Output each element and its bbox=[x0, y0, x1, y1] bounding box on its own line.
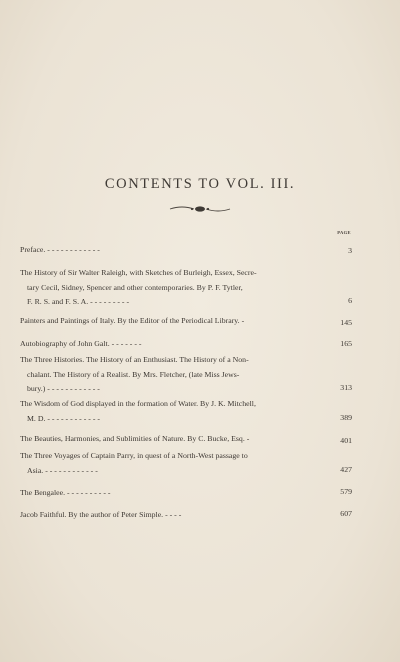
entry-line: The Beauties, Harmonies, and Sublimities of Nature. By C. Bucke, Esq. - bbox=[20, 434, 250, 443]
entry-line: Preface. - - - - - - - - - - - - bbox=[20, 245, 100, 254]
entry-page-number: 427 bbox=[340, 465, 352, 474]
toc-entry-bengalee bbox=[20, 486, 332, 501]
toc-entry-beauties-of-nature bbox=[20, 432, 332, 447]
toc-entry-captain-parry bbox=[20, 449, 332, 478]
ornament-divider bbox=[168, 204, 232, 214]
entry-page-number: 145 bbox=[340, 318, 352, 327]
entry-line: The Three Histories. The History of an Enthusiast. The History of a Non- bbox=[20, 355, 249, 364]
entry-line: The Wisdom of God displayed in the formation of Water. By J. K. Mitchell, bbox=[20, 399, 256, 408]
entry-line: tary Cecil, Sidney, Spencer and other contemporaries. By P. F. Tytler, bbox=[27, 282, 243, 292]
entry-line: chalant. The History of a Realist. By Mrs. Fletcher, (late Miss Jews- bbox=[27, 369, 240, 379]
entry-line: Jacob Faithful. By the author of Peter Simple. - - - - bbox=[20, 510, 182, 519]
entry-line: Painters and Paintings of Italy. By the Editor of the Periodical Library. - bbox=[20, 316, 245, 325]
entry-line: The Three Voyages of Captain Parry, in quest of a North-West passage to bbox=[20, 451, 248, 460]
toc-entry-raleigh bbox=[20, 266, 332, 310]
entry-page-number: 313 bbox=[340, 383, 352, 392]
entry-line: M. D. - - - - - - - - - - - - bbox=[27, 413, 100, 423]
page-title: CONTENTS TO VOL. III. bbox=[104, 176, 296, 192]
entry-page-number: 579 bbox=[340, 487, 352, 496]
entry-line: F. R. S. and F. S. A. - - - - - - - - - bbox=[27, 297, 130, 307]
toc-entry-preface bbox=[20, 243, 332, 258]
toc-entry-wisdom-of-god bbox=[20, 397, 332, 426]
toc-entry-galt bbox=[20, 337, 332, 352]
toc-entry-painters bbox=[20, 314, 332, 329]
toc-entry-jacob-faithful bbox=[20, 508, 332, 523]
page-column-heading: PAGE bbox=[337, 230, 351, 235]
entry-line: Autobiography of John Galt. - - - - - - - bbox=[20, 339, 142, 348]
entry-page-number: 607 bbox=[340, 509, 352, 518]
entry-page-number: 6 bbox=[348, 296, 352, 305]
entry-line: The Bengalee. - - - - - - - - - - bbox=[20, 488, 111, 497]
toc-entry-three-histories bbox=[20, 353, 332, 397]
entry-page-number: 401 bbox=[340, 436, 352, 445]
entry-page-number: 165 bbox=[340, 339, 352, 348]
entry-line: bury.) - - - - - - - - - - - - bbox=[27, 384, 100, 394]
entry-line: Asia. - - - - - - - - - - - - bbox=[27, 465, 98, 475]
entry-page-number: 389 bbox=[340, 413, 352, 422]
entry-page-number: 3 bbox=[348, 246, 352, 255]
entry-line: The History of Sir Walter Raleigh, with Sketches of Burleigh, Essex, Secre- bbox=[20, 268, 257, 277]
